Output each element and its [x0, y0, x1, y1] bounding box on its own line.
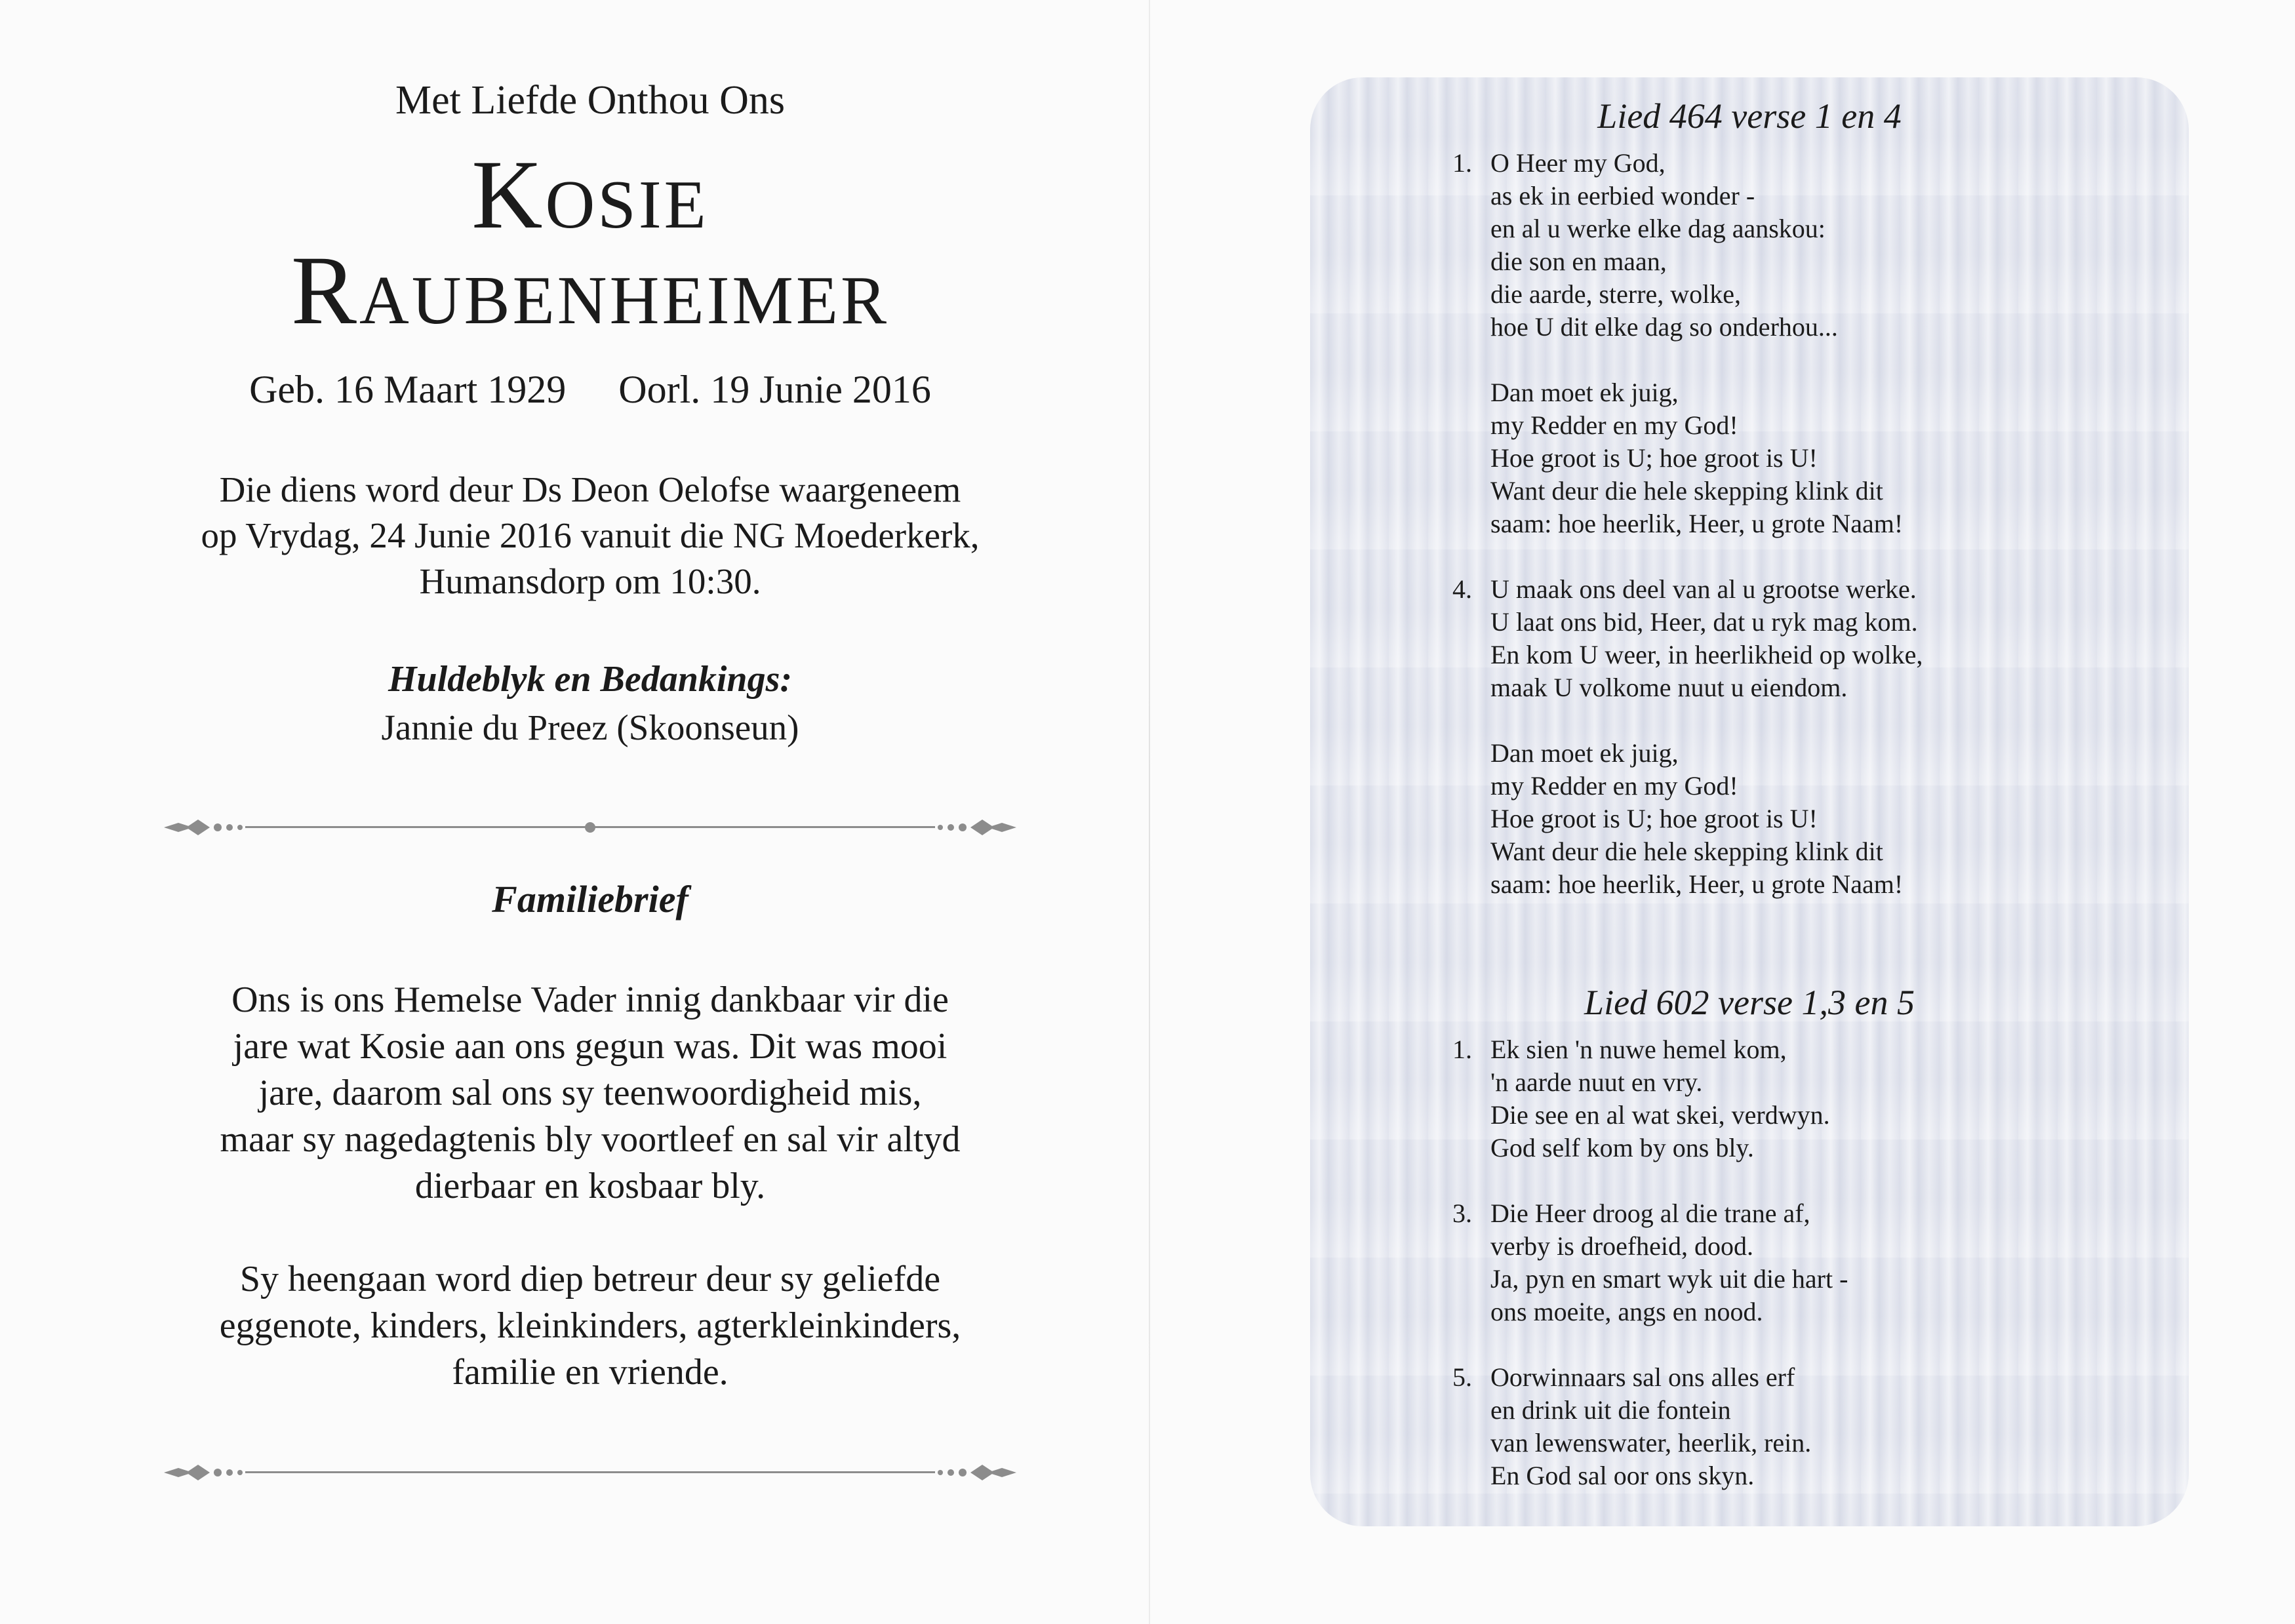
verse-line: Hoe groot is U; hoe groot is U! [1490, 804, 1818, 833]
verse-line: Want deur die hele skepping klink dit [1490, 476, 1883, 505]
verse-line: Dan moet ek juig, [1490, 378, 1679, 407]
verse [1310, 1033, 2189, 1164]
death-date: Oorl. 19 Junie 2016 [618, 368, 931, 411]
verse-line: saam: hoe heerlik, Heer, u grote Naam! [1490, 869, 1904, 899]
family-letter-heading: Familiebrief [492, 878, 688, 921]
verse [1310, 1197, 2189, 1328]
verse-line: ons moeite, angs en nood. [1490, 1297, 1763, 1326]
memorial-intro: Met Liefde Onthou Ons [395, 78, 786, 123]
letter-line: eggenote, kinders, kleinkinders, agterkleinkinders, [219, 1305, 961, 1346]
service-line: Die diens word deur Ds Deon Oelofse waargeneem [219, 469, 961, 509]
verse-line: En kom U weer, in heerlikheid op wolke, [1490, 640, 1923, 669]
verse-line: van lewenswater, heerlik, rein. [1490, 1428, 1812, 1457]
tribute-speaker: Jannie du Preez (Skoonseun) [381, 707, 799, 747]
verse-line: die son en maan, [1490, 247, 1667, 276]
verse-line: U laat ons bid, Heer, dat u ryk mag kom. [1490, 607, 1918, 637]
letter-line: dierbaar en kosbaar bly. [414, 1166, 766, 1206]
letter-line: Ons is ons Hemelse Vader innig dankbaar vir die [231, 980, 949, 1020]
verse-line: Die Heer droog al die trane af, [1490, 1198, 1810, 1228]
verse-line: en al u werke elke dag aanskou: [1490, 214, 1826, 243]
refrain [1310, 737, 2189, 901]
verse-line: en drink uit die fontein [1490, 1395, 1731, 1425]
verse [1310, 573, 2189, 704]
verse-line: my Redder en my God! [1490, 771, 1738, 801]
verse-number: 5. [1452, 1362, 1472, 1392]
verse-line: Ja, pyn en smart wyk uit die hart - [1490, 1264, 1848, 1294]
verse-line: Die see en al wat skei, verdwyn. [1490, 1100, 1830, 1130]
deceased-surname: Raubenheimer [290, 236, 890, 345]
verse-line: Dan moet ek juig, [1490, 738, 1679, 768]
verse-number: 3. [1452, 1198, 1472, 1228]
hymn-title: Lied 602 verse 1,3 en 5 [1584, 983, 1915, 1022]
birth-date: Geb. 16 Maart 1929 [249, 368, 567, 411]
hymn-card [1310, 77, 2189, 1526]
letter-line: Sy heengaan word diep betreur deur sy geliefde [239, 1259, 941, 1299]
verse [1310, 147, 2189, 344]
refrain [1310, 376, 2189, 540]
verse-line: maak U volkome nuut u eiendom. [1490, 673, 1848, 702]
verse-line: U maak ons deel van al u grootse werke. [1490, 574, 1917, 604]
deceased-first-name: Kosie [471, 140, 709, 249]
verse-line: my Redder en my God! [1490, 410, 1738, 440]
verse [1310, 1361, 2189, 1492]
verse-line: O Heer my God, [1490, 148, 1666, 178]
letter-line: familie en vriende. [452, 1352, 728, 1393]
verse-line: hoe U dit elke dag so onderhou... [1490, 312, 1838, 342]
verse-line: Hoe groot is U; hoe groot is U! [1490, 443, 1818, 473]
life-dates [131, 367, 1049, 412]
letter-line: jare, daarom sal ons sy teenwoordigheid mis, [258, 1073, 922, 1113]
service-details [131, 467, 1049, 604]
verse-line: 'n aarde nuut en vry. [1490, 1067, 1703, 1097]
verse-line: Ek sien 'n nuwe hemel kom, [1490, 1035, 1787, 1064]
verse-line: Oorwinnaars sal ons alles erf [1490, 1362, 1795, 1392]
verse-line: God self kom by ons bly. [1490, 1133, 1754, 1162]
family-letter-paragraph [131, 977, 1049, 1210]
ornamental-divider [164, 1459, 1016, 1486]
verse-line: saam: hoe heerlik, Heer, u grote Naam! [1490, 509, 1904, 538]
verse-line: Want deur die hele skepping klink dit [1490, 837, 1883, 866]
tribute-heading: Huldeblyk en Bedankings: [388, 659, 793, 700]
fold-line [1149, 0, 1150, 1624]
verse-number: 1. [1452, 1035, 1472, 1064]
hymn-verses [1310, 147, 2189, 934]
service-line: op Vrydag, 24 Junie 2016 vanuit die NG Moederkerk, [201, 515, 980, 555]
ornamental-divider [164, 814, 1016, 841]
verse-line: En God sal oor ons skyn. [1490, 1461, 1755, 1490]
letter-line: maar sy nagedagtenis bly voortleef en sal vir altyd [220, 1119, 961, 1160]
hymn-title: Lied 464 verse 1 en 4 [1597, 96, 1902, 136]
verse-line: die aarde, sterre, wolke, [1490, 279, 1742, 309]
letter-line: jare wat Kosie aan ons gegun was. Dit was mooi [233, 1026, 948, 1067]
verse-line: as ek in eerbied wonder - [1490, 181, 1755, 210]
service-line: Humansdorp om 10:30. [419, 561, 761, 601]
hymn-verses [1310, 1033, 2189, 1525]
verse-number: 1. [1452, 148, 1472, 178]
verse-line: verby is droefheid, dood. [1490, 1231, 1754, 1261]
family-letter-paragraph [131, 1256, 1049, 1396]
left-panel [131, 0, 1049, 1624]
verse-number: 4. [1452, 574, 1472, 604]
